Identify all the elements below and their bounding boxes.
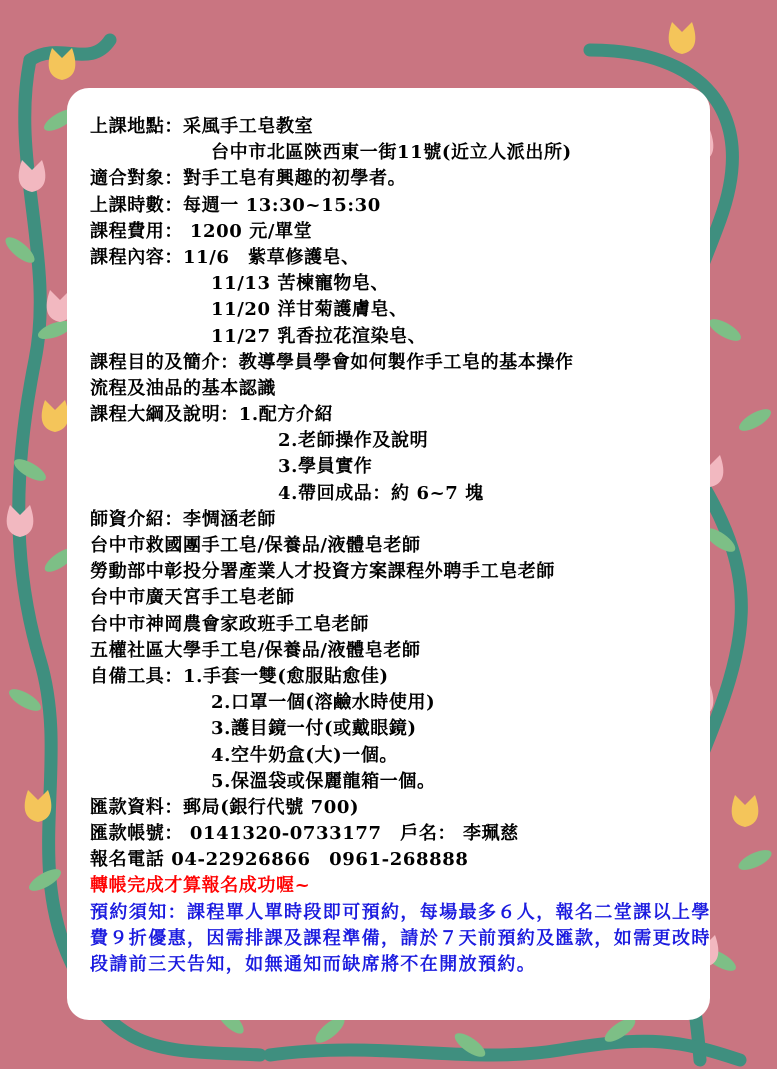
contents-item: 11/27 乳香拉花渲染皂、 <box>211 325 427 347</box>
phone-line: 報名電話 04-22926866 0961-268888 <box>90 849 469 871</box>
location-name: 采風手工皂教室 <box>183 116 314 137</box>
leaf-icon <box>6 685 44 715</box>
purpose-line-continued: 流程及油品的基本認識 <box>90 377 276 399</box>
purpose-line: 課程目的及簡介：教導學員學會如何製作手工皂的基本操作 <box>90 351 574 373</box>
tulip-flower-icon <box>25 790 52 822</box>
contents-item: 11/20 洋甘菊護膚皂、 <box>211 299 408 321</box>
leaf-icon <box>736 405 774 435</box>
booking-notice: 預約須知：課程單人單時段即可預約，每場最多６人，報名二堂課以上學費９折優惠，因需排課及課程準備，請於７天前預約及匯款，如需更改時段請前三天告知，如無通知而缺席將不在開放預約。 <box>90 901 711 976</box>
teacher-credential: 五權社區大學手工皂/保養品/液體皂老師 <box>90 639 421 661</box>
teacher-credential: 勞動部中彰投分署產業人才投資方案課程外聘手工皂老師 <box>90 561 555 583</box>
contents-item: 11/13 苦楝寵物皂、 <box>211 273 390 295</box>
teacher-credential: 台中市神岡農會家政班手工皂老師 <box>90 613 369 635</box>
location-label: 上課地點： <box>90 116 183 137</box>
tulip-flower-icon <box>732 795 759 827</box>
tools-line: 自備工具：1.手套一雙(愈服貼愈佳) <box>90 665 389 687</box>
bank-account: 匯款帳號： 0141320-0733177 戶名： 李珮慈 <box>90 823 519 845</box>
course-flyer <box>90 114 730 978</box>
location-address: 台中市北區陝西東一街11號(近立人派出所) <box>211 142 572 164</box>
tulip-flower-icon <box>42 400 69 432</box>
audience-line: 適合對象：對手工皂有興趣的初學者。 <box>90 168 407 190</box>
location-line <box>90 114 730 140</box>
outline-item: 2.老師操作及說明 <box>278 430 429 452</box>
outline-line: 課程大綱及說明：1.配方介紹 <box>90 404 334 426</box>
teacher-intro: 師資介紹：李惆涵老師 <box>90 508 276 530</box>
schedule-line: 上課時數：每週一 13:30~15:30 <box>90 194 381 216</box>
teacher-credential: 台中市廣天宮手工皂老師 <box>90 587 295 609</box>
tools-item: 4.空牛奶盒(大)一個。 <box>211 744 399 766</box>
tools-item: 3.護目鏡一付(或戴眼鏡) <box>211 718 417 740</box>
vine-bottom <box>270 1041 740 1060</box>
contents-line: 課程內容：11/6 紫草修護皂、 <box>90 246 360 268</box>
outline-item: 4.帶回成品：約 6~7 塊 <box>278 482 484 504</box>
fee-line: 課程費用： 1200 元/單堂 <box>90 220 313 242</box>
outline-item: 3.學員實作 <box>278 456 373 478</box>
teacher-credential: 台中市救國團手工皂/保養品/液體皂老師 <box>90 535 421 556</box>
transfer-notice: 轉帳完成才算報名成功喔~ <box>90 875 311 897</box>
bank-info: 匯款資料：郵局(銀行代號 700) <box>90 796 360 818</box>
tulip-flower-icon <box>669 22 696 54</box>
leaf-icon <box>736 846 775 874</box>
tools-item: 5.保溫袋或保麗龍箱一個。 <box>211 770 436 792</box>
tools-item: 2.口罩一個(溶鹼水時使用) <box>211 692 436 714</box>
